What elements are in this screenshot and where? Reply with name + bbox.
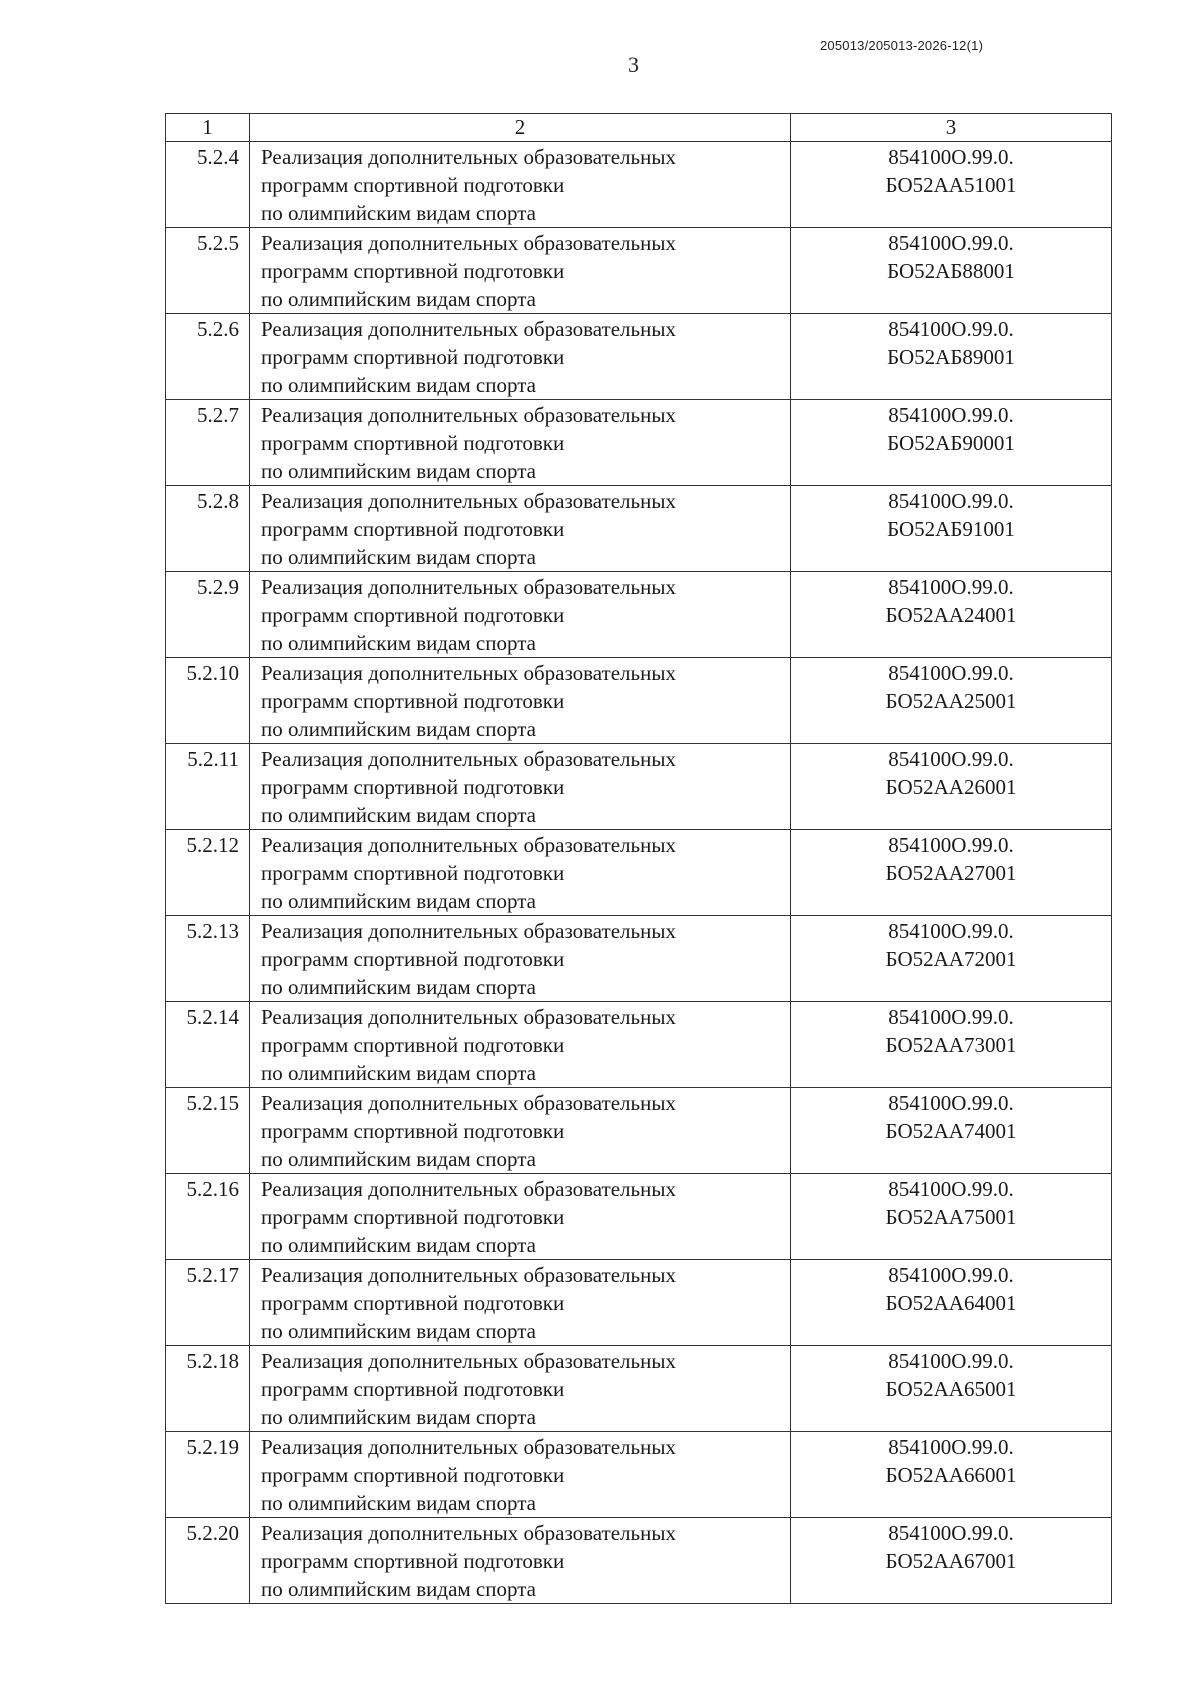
registry-code-cell xyxy=(791,1518,1112,1604)
service-name-line: Реализация дополнительных образовательных xyxy=(261,403,676,427)
service-name-cell xyxy=(250,142,791,228)
table-row xyxy=(166,1260,1112,1346)
column-header-3: 3 xyxy=(791,114,1112,142)
registry-code-line: БО52АБ88001 xyxy=(887,259,1015,283)
service-name-line: Реализация дополнительных образовательных xyxy=(261,489,676,513)
table-row xyxy=(166,1174,1112,1260)
service-name-line: по олимпийским видам спорта xyxy=(261,889,536,913)
column-header-2: 2 xyxy=(250,114,791,142)
service-name-line: Реализация дополнительных образовательных xyxy=(261,231,676,255)
service-name-line: по олимпийским видам спорта xyxy=(261,975,536,999)
service-name-line: по олимпийским видам спорта xyxy=(261,545,536,569)
service-name-line: Реализация дополнительных образовательных xyxy=(261,1521,676,1545)
service-name-line: программ спортивной подготовки xyxy=(261,1463,565,1487)
service-name-line: по олимпийским видам спорта xyxy=(261,1319,536,1343)
service-name-line: Реализация дополнительных образовательных xyxy=(261,1005,676,1029)
service-name-line: Реализация дополнительных образовательных xyxy=(261,1263,676,1287)
service-name-line: по олимпийским видам спорта xyxy=(261,459,536,483)
service-name-line: по олимпийским видам спорта xyxy=(261,1233,536,1257)
registry-code-line: БО52АБ90001 xyxy=(887,431,1015,455)
registry-code-line: 854100О.99.0. xyxy=(888,747,1014,771)
row-number: 5.2.17 xyxy=(166,1260,250,1346)
service-name-line: Реализация дополнительных образовательных xyxy=(261,661,676,685)
registry-code-cell xyxy=(791,142,1112,228)
table-header xyxy=(166,114,1112,142)
services-table xyxy=(165,113,1112,1604)
registry-code-line: 854100О.99.0. xyxy=(888,231,1014,255)
service-name-line: программ спортивной подготовки xyxy=(261,1205,565,1229)
table-row xyxy=(166,1432,1112,1518)
table-row xyxy=(166,744,1112,830)
registry-code-cell xyxy=(791,830,1112,916)
header-row xyxy=(166,114,1112,142)
service-name-line: по олимпийским видам спорта xyxy=(261,1491,536,1515)
registry-code-line: 854100О.99.0. xyxy=(888,1349,1014,1373)
service-name-line: по олимпийским видам спорта xyxy=(261,1405,536,1429)
registry-code-line: 854100О.99.0. xyxy=(888,403,1014,427)
service-name-line: программ спортивной подготовки xyxy=(261,517,565,541)
registry-code-line: БО52АА26001 xyxy=(885,775,1017,799)
row-number: 5.2.5 xyxy=(166,228,250,314)
registry-code-line: 854100О.99.0. xyxy=(888,145,1014,169)
table-row xyxy=(166,142,1112,228)
service-name-line: программ спортивной подготовки xyxy=(261,603,565,627)
table-row xyxy=(166,1346,1112,1432)
service-name-line: Реализация дополнительных образовательных xyxy=(261,919,676,943)
row-number: 5.2.13 xyxy=(166,916,250,1002)
table-body xyxy=(166,142,1112,1604)
service-name-line: программ спортивной подготовки xyxy=(261,1291,565,1315)
registry-code-cell xyxy=(791,916,1112,1002)
row-number: 5.2.4 xyxy=(166,142,250,228)
table-row xyxy=(166,572,1112,658)
registry-code-cell xyxy=(791,400,1112,486)
registry-code-line: 854100О.99.0. xyxy=(888,1091,1014,1115)
service-name-line: программ спортивной подготовки xyxy=(261,775,565,799)
row-number: 5.2.6 xyxy=(166,314,250,400)
row-number: 5.2.15 xyxy=(166,1088,250,1174)
service-name-line: Реализация дополнительных образовательных xyxy=(261,1349,676,1373)
registry-code-cell xyxy=(791,314,1112,400)
service-name-line: Реализация дополнительных образовательных xyxy=(261,833,676,857)
service-name-cell xyxy=(250,1518,791,1604)
registry-code-line: БО52АА65001 xyxy=(885,1377,1017,1401)
service-name-line: программ спортивной подготовки xyxy=(261,259,565,283)
registry-code-cell xyxy=(791,486,1112,572)
service-name-cell xyxy=(250,916,791,1002)
service-name-line: программ спортивной подготовки xyxy=(261,345,565,369)
registry-code-line: 854100О.99.0. xyxy=(888,833,1014,857)
service-name-line: Реализация дополнительных образовательных xyxy=(261,317,676,341)
service-name-line: программ спортивной подготовки xyxy=(261,173,565,197)
registry-code-line: 854100О.99.0. xyxy=(888,1005,1014,1029)
registry-code-cell xyxy=(791,1432,1112,1518)
table-row xyxy=(166,1002,1112,1088)
table-row xyxy=(166,486,1112,572)
registry-code-cell xyxy=(791,1346,1112,1432)
service-name-cell xyxy=(250,1174,791,1260)
service-name-line: по олимпийским видам спорта xyxy=(261,1577,536,1601)
registry-code-line: 854100О.99.0. xyxy=(888,317,1014,341)
registry-code-line: 854100О.99.0. xyxy=(888,1263,1014,1287)
registry-code-line: БО52АА51001 xyxy=(885,173,1017,197)
service-name-cell xyxy=(250,400,791,486)
table-row xyxy=(166,916,1112,1002)
service-name-cell xyxy=(250,744,791,830)
service-name-cell xyxy=(250,1088,791,1174)
row-number: 5.2.16 xyxy=(166,1174,250,1260)
table-row xyxy=(166,830,1112,916)
registry-code-line: БО52АА75001 xyxy=(885,1205,1017,1229)
service-name-cell xyxy=(250,658,791,744)
row-number: 5.2.12 xyxy=(166,830,250,916)
service-name-cell xyxy=(250,314,791,400)
service-name-line: Реализация дополнительных образовательных xyxy=(261,145,676,169)
table-row xyxy=(166,228,1112,314)
service-name-line: по олимпийским видам спорта xyxy=(261,803,536,827)
registry-code-line: БО52АА67001 xyxy=(885,1549,1017,1573)
row-number: 5.2.11 xyxy=(166,744,250,830)
service-name-line: по олимпийским видам спорта xyxy=(261,631,536,655)
row-number: 5.2.14 xyxy=(166,1002,250,1088)
service-name-line: программ спортивной подготовки xyxy=(261,947,565,971)
registry-code-line: 854100О.99.0. xyxy=(888,489,1014,513)
row-number: 5.2.10 xyxy=(166,658,250,744)
service-name-cell xyxy=(250,1002,791,1088)
service-name-line: Реализация дополнительных образовательных xyxy=(261,575,676,599)
service-name-line: Реализация дополнительных образовательных xyxy=(261,1091,676,1115)
service-name-line: Реализация дополнительных образовательных xyxy=(261,747,676,771)
column-header-1: 1 xyxy=(166,114,250,142)
service-name-line: по олимпийским видам спорта xyxy=(261,373,536,397)
service-name-line: программ спортивной подготовки xyxy=(261,1549,565,1573)
service-name-cell xyxy=(250,228,791,314)
table-row xyxy=(166,1518,1112,1604)
table-row xyxy=(166,1088,1112,1174)
table-row xyxy=(166,314,1112,400)
row-number: 5.2.9 xyxy=(166,572,250,658)
registry-code-line: БО52АА64001 xyxy=(885,1291,1017,1315)
service-name-line: по олимпийским видам спорта xyxy=(261,287,536,311)
registry-code-line: 854100О.99.0. xyxy=(888,1435,1014,1459)
registry-code-cell xyxy=(791,228,1112,314)
registry-code-line: БО52АА25001 xyxy=(885,689,1017,713)
registry-code-line: БО52АА66001 xyxy=(885,1463,1017,1487)
registry-code-line: 854100О.99.0. xyxy=(888,919,1014,943)
registry-code-line: 854100О.99.0. xyxy=(888,575,1014,599)
service-name-line: Реализация дополнительных образовательных xyxy=(261,1435,676,1459)
registry-code-line: БО52АБ89001 xyxy=(887,345,1015,369)
registry-code-cell xyxy=(791,1260,1112,1346)
service-name-cell xyxy=(250,572,791,658)
registry-code-cell xyxy=(791,1088,1112,1174)
row-number: 5.2.8 xyxy=(166,486,250,572)
service-name-cell xyxy=(250,1260,791,1346)
table-row xyxy=(166,658,1112,744)
registry-code-cell xyxy=(791,658,1112,744)
page-number: 3 xyxy=(628,52,639,77)
registry-code-line: 854100О.99.0. xyxy=(888,1521,1014,1545)
registry-code-line: 854100О.99.0. xyxy=(888,1177,1014,1201)
row-number: 5.2.20 xyxy=(166,1518,250,1604)
row-number: 5.2.7 xyxy=(166,400,250,486)
service-name-line: программ спортивной подготовки xyxy=(261,861,565,885)
registry-code-cell xyxy=(791,1174,1112,1260)
service-name-line: программ спортивной подготовки xyxy=(261,1119,565,1143)
service-name-cell xyxy=(250,486,791,572)
registry-code-line: БО52АА27001 xyxy=(885,861,1017,885)
row-number: 5.2.18 xyxy=(166,1346,250,1432)
service-name-cell xyxy=(250,830,791,916)
registry-code-cell xyxy=(791,744,1112,830)
service-name-line: по олимпийским видам спорта xyxy=(261,717,536,741)
service-name-line: по олимпийским видам спорта xyxy=(261,1061,536,1085)
table-row xyxy=(166,400,1112,486)
registry-code-cell xyxy=(791,1002,1112,1088)
service-name-line: по олимпийским видам спорта xyxy=(261,1147,536,1171)
registry-code-line: БО52АА74001 xyxy=(885,1119,1017,1143)
registry-code-line: БО52АА72001 xyxy=(885,947,1017,971)
registry-code-line: БО52АА73001 xyxy=(885,1033,1017,1057)
registry-code-line: 854100О.99.0. xyxy=(888,661,1014,685)
service-name-line: программ спортивной подготовки xyxy=(261,1033,565,1057)
registry-code-line: БО52АБ91001 xyxy=(887,517,1015,541)
registry-code-cell xyxy=(791,572,1112,658)
row-number: 5.2.19 xyxy=(166,1432,250,1518)
service-name-cell xyxy=(250,1432,791,1518)
service-name-cell xyxy=(250,1346,791,1432)
service-name-line: программ спортивной подготовки xyxy=(261,431,565,455)
service-name-line: программ спортивной подготовки xyxy=(261,689,565,713)
service-name-line: Реализация дополнительных образовательных xyxy=(261,1177,676,1201)
document-id: 205013/205013-2026-12(1) xyxy=(820,38,984,53)
service-name-line: программ спортивной подготовки xyxy=(261,1377,565,1401)
registry-code-line: БО52АА24001 xyxy=(885,603,1017,627)
service-name-line: по олимпийским видам спорта xyxy=(261,201,536,225)
